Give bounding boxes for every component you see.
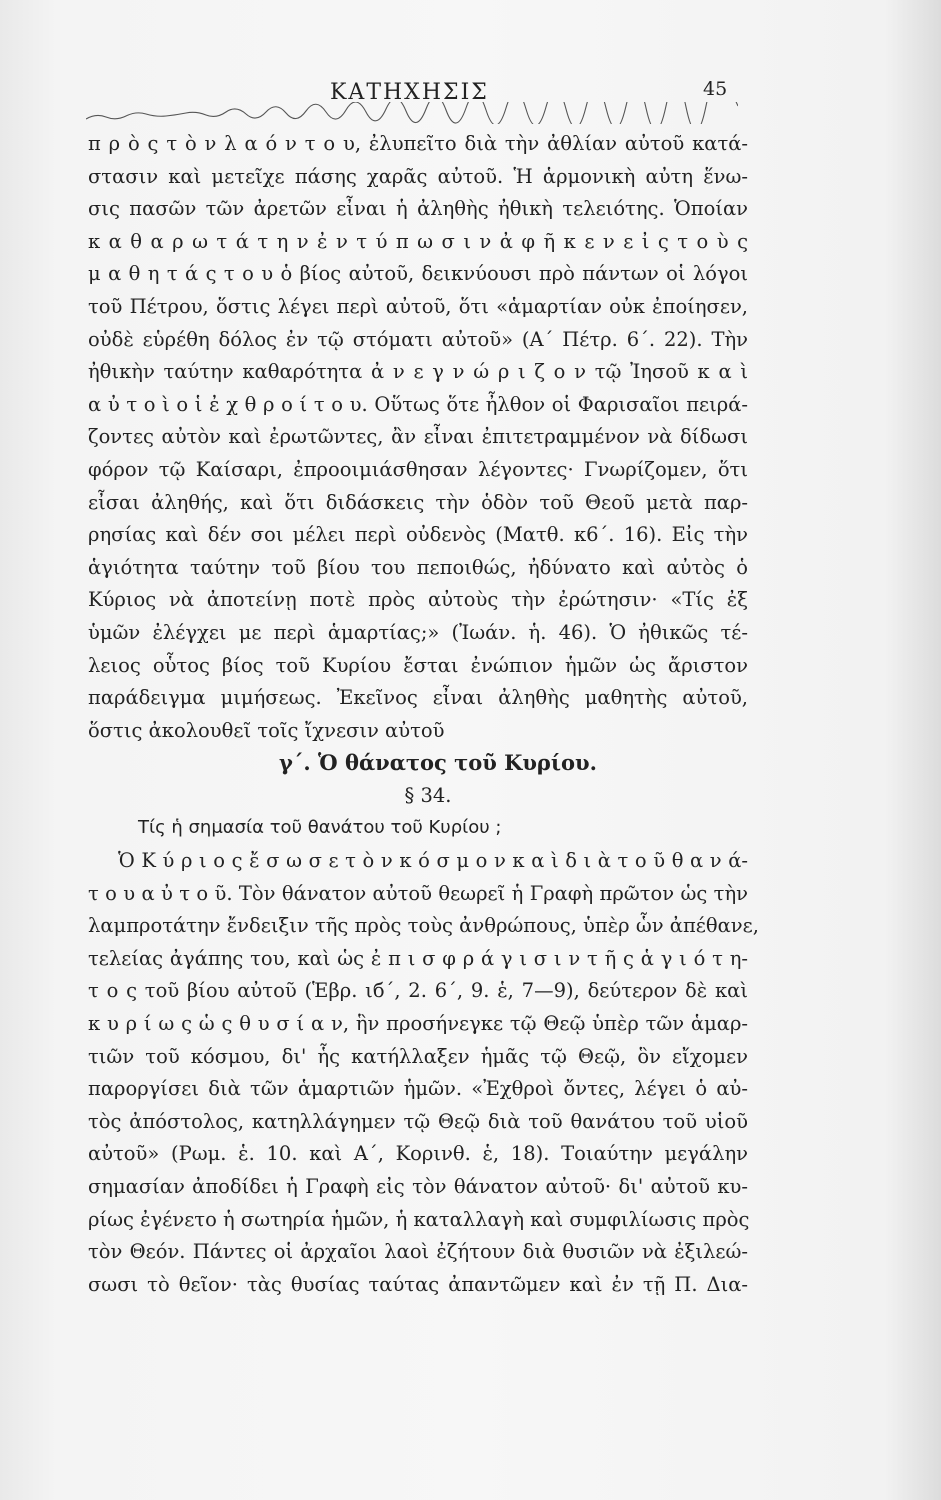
text-line: λειος οὗτος βίος τοῦ Κυρίου ἔσται ἐνώπιον ἡμῶν ὡς ἄριστον (88, 653, 748, 677)
text-line: π ρ ὸ ς τ ὸ ν λ α ό ν τ ο υ, ἐλυπεῖτο διὰ τὴν ἀθλίαν αὐτοῦ κατά- (88, 132, 748, 155)
text-line: τελείας ἀγάπης του, καὶ ὡς ἐ π ι σ φ ρ ά γ ι σ ι ν τ ῆ ς ἁ γ ι ό τ η- (88, 946, 748, 970)
text-line: ἠθικὴν ταύτην καθαρότητα ἀ ν ε γ ν ώ ρ ι ζ ο ν τῷ Ἰησοῦ κ α ὶ (88, 360, 748, 384)
text-line: τὸν Θεόν. Πάντες οἱ ἀρχαῖοι λαοὶ ἐζήτουν διὰ θυσιῶν νὰ ἐξιλεώ- (88, 1240, 748, 1264)
text-line: σημασίαν ἀποδίδει ἡ Γραφὴ εἰς τὸν θάνατον αὐτοῦ· δι' αὐτοῦ κυ- (88, 1175, 748, 1198)
section-title: γ΄. Ὁ θάνατος τοῦ Κυρίου. (279, 750, 597, 776)
text-line: τιῶν τοῦ κόσμου, δι' ἧς κατήλλαξεν ἡμᾶς τῷ Θεῷ, ὃν εἴχομεν (88, 1044, 748, 1068)
page-number: 45 (703, 78, 728, 100)
text-line: κ υ ρ ί ω ς ὡ ς θ υ σ ί α ν, ἣν προσήνεγκε τῷ Θεῷ ὑπὲρ τῶν ἁμαρ- (88, 1012, 748, 1036)
text-line: μ α θ η τ ά ς τ ο υ ὁ βίος αὐτοῦ, δεικνύουσι πρὸ πάντων οἱ λόγοι (88, 262, 748, 286)
text-line: στασιν καὶ μετεῖχε πάσης χαρᾶς αὐτοῦ. Ἡ ἁρμονικὴ αὐτη ἕνω- (88, 164, 748, 188)
header-wavy-rule (86, 102, 738, 124)
section-number: § 34. (404, 783, 452, 807)
text-line: τ ο υ α ὐ τ ο ῦ. Τὸν θάνατον αὐτοῦ θεωρεῖ ἡ Γραφὴ πρῶτον ὡς τὴν (88, 881, 748, 905)
text-line: τὸς ἀπόστολος, κατηλλάγημεν τῷ Θεῷ διὰ τοῦ θανάτου τοῦ υἱοῦ (88, 1109, 748, 1133)
body-text (88, 128, 759, 1301)
text-line: α ὐ τ ο ὶ ο ἱ ἐ χ θ ρ ο ί τ ο υ. Οὕτως ὅτε ἦλθον οἱ Φαρισαῖοι πειρά- (88, 392, 748, 416)
text-line: τ ο ς τοῦ βίου αὐτοῦ (Ἑβρ. ιб΄, 2. 6΄, 9. ἑ, 7—9), δεύτερον δὲ καὶ (88, 979, 748, 1003)
text-line: ἁγιότητα ταύτην τοῦ βίου του πεποιθώς, ἠδύνατο καὶ αὐτὸς ὁ (88, 555, 748, 579)
text-line: ὑμῶν ἐλέγχει με περὶ ἁμαρτίας;» (Ἰωάν. ἡ. 46). Ὁ ἠθικῶς τέ- (88, 620, 748, 644)
text-line: παροργίσει διὰ τῶν ἁμαρτιῶν ἡμῶν. «Ἐχθροὶ ὄντες, λέγει ὁ αὐ- (88, 1077, 748, 1101)
text-line: τοῦ Πέτρου, ὅστις λέγει περὶ αὐτοῦ, ὅτι «ἁμαρτίαν οὐκ ἐποίησεν, (88, 294, 748, 318)
text-line: ρησίας καὶ δέν σοι μέλει περὶ οὐδενὸς (Ματθ. κ6΄. 16). Εἰς τὴν (88, 523, 748, 547)
text-line: σωσι τὸ θεῖον· τὰς θυσίας ταύτας ἀπαντῶμεν καὶ ἐν τῇ Π. Δια- (88, 1272, 748, 1296)
running-header-title: ΚΑΤΗΧΗΣΙΣ (330, 80, 489, 105)
text-line: ζοντες αὐτὸν καὶ ἐρωτῶντες, ἂν εἶναι ἐπιτετραμμένον νὰ δίδωσι (88, 425, 748, 449)
text-line: ὅστις ἀκολουθεῖ τοῖς ἴχνεσιν αὐτοῦ (88, 718, 445, 742)
text-line: εἶσαι ἀληθής, καὶ ὅτι διδάσκεις τὴν ὁδὸν τοῦ Θεοῦ μετὰ παρ- (88, 490, 748, 514)
text-line: λαμπροτάτην ἔνδειξιν τῆς πρὸς τοὺς ἀνθρώπους, ὑπὲρ ὧν ἀπέθανε, (88, 914, 759, 938)
text-line: αὐτοῦ» (Ρωμ. ἑ. 10. καὶ Α΄, Κορινθ. ἑ, 18). Τοιαύτην μεγάλην (88, 1142, 748, 1166)
text-line: οὐδὲ εὑρέθη δόλος ἐν τῷ στόματι αὐτοῦ» (Α΄ Πέτρ. 6΄. 22). Τὴν (88, 327, 748, 351)
catechism-question: Τίς ἡ σημασία τοῦ θανάτου τοῦ Κυρίου ; (138, 817, 502, 839)
text-line: κ α θ α ρ ω τ ά τ η ν ἐ ν τ ύ π ω σ ι ν ἀ φ ῆ κ ε ν ε ἰ ς τ ο ὺ ς (88, 229, 748, 253)
text-line: Κύριος νὰ ἀποτείνῃ ποτὲ πρὸς αὐτοὺς τὴν ἐρώτησιν· «Τίς ἐξ (88, 588, 748, 612)
text-line: ρίως ἐγένετο ἡ σωτηρία ἡμῶν, ἡ καταλλαγὴ καὶ συμφιλίωσις πρὸς (88, 1207, 750, 1231)
text-line: Ὁ Κ ύ ρ ι ο ς ἔ σ ω σ ε τ ὸ ν κ ό σ μ ο ν κ α ὶ δ ι ὰ τ ο ῦ θ α ν ά- (118, 849, 748, 873)
text-line: σις πασῶν τῶν ἀρετῶν εἶναι ἡ ἀληθὴς ἠθικὴ τελειότης. Ὁποίαν (88, 197, 748, 221)
text-line: φόρον τῷ Καίσαρι, ἐπροοιμιάσθησαν λέγοντες· Γνωρίζομεν, ὅτι (88, 457, 748, 481)
text-line: παράδειγμα μιμήσεως. Ἐκεῖνος εἶναι ἀληθὴς μαθητὴς αὐτοῦ, (88, 686, 748, 710)
